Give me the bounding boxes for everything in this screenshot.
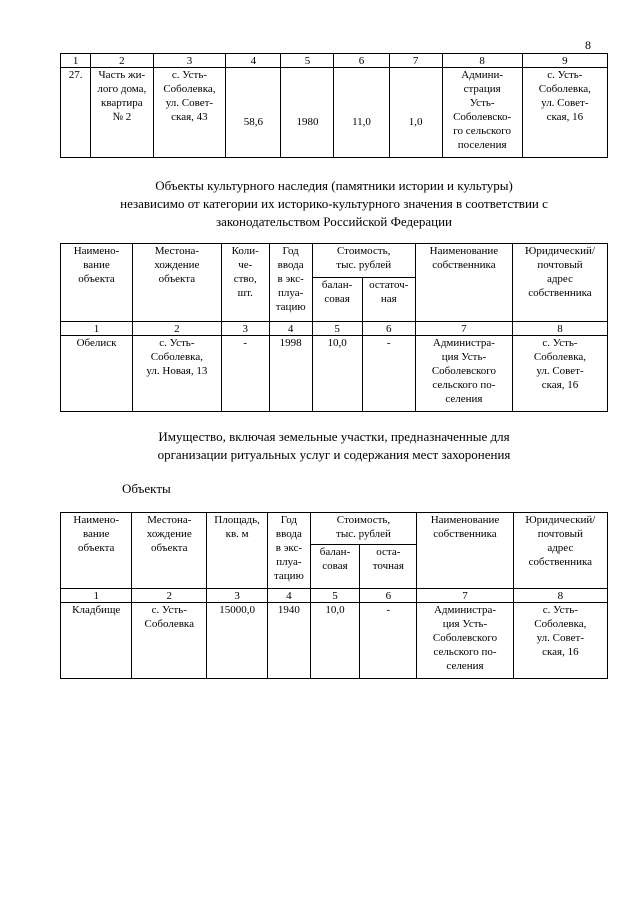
object-balance-cost: 10,0: [310, 603, 360, 679]
object-residual-cost: -: [360, 603, 417, 679]
object-residual-cost: 1,0: [389, 68, 442, 158]
column-number: 8: [512, 322, 607, 336]
column-header-balance: балан- совая: [312, 278, 362, 322]
column-header-year: Год ввода в экс- плуа- тацию: [269, 244, 312, 322]
column-header-owner: Наименование собственника: [417, 513, 513, 589]
column-number: 3: [221, 322, 269, 336]
column-number: 7: [415, 322, 512, 336]
owner-address: с. Усть- Соболевка, ул. Совет- ская, 16: [522, 68, 607, 158]
column-number: 9: [522, 54, 607, 68]
owner-address: с. Усть- Соболевка, ул. Совет- ская, 16: [512, 336, 607, 412]
object-location: с. Усть- Соболевка, ул. Новая, 13: [133, 336, 222, 412]
column-number: 1: [61, 589, 132, 603]
object-residual-cost: -: [362, 336, 415, 412]
column-number: 4: [269, 322, 312, 336]
subheading-objects: Объекты: [122, 481, 171, 496]
column-header-year: Год ввода в экс- плуа- тацию: [268, 513, 310, 589]
column-header-cost: Стоимость, тыс. рублей: [310, 513, 417, 545]
column-header-address: Юридический/ почтовый адрес собственника: [513, 513, 607, 589]
column-header-name: Наимено- вание объекта: [61, 244, 133, 322]
column-number: 6: [334, 54, 389, 68]
owner-name: Админи- страция Усть- Соболевско- го сельского поселения: [442, 68, 522, 158]
column-header-owner: Наименование собственника: [415, 244, 512, 322]
column-header-location: Местона- хождение объекта: [132, 513, 207, 589]
column-number: 2: [133, 322, 222, 336]
object-year: 1980: [281, 68, 334, 158]
object-count: -: [221, 336, 269, 412]
object-location: с. Усть- Соболевка, ул. Совет- ская, 43: [153, 68, 226, 158]
table-header-row: [61, 513, 608, 545]
column-number: 6: [360, 589, 417, 603]
column-number: 7: [389, 54, 442, 68]
section-heading-cultural-heritage: Объекты культурного наследия (памятники истории и культуры) независимо от категории их историко-культурного значения в соответствии с законодательством Российской Федерации: [120, 178, 548, 229]
column-number: 8: [513, 589, 607, 603]
column-header-area: Площадь, кв. м: [207, 513, 268, 589]
table-row: [61, 603, 608, 679]
column-header-cost: Стоимость, тыс. рублей: [312, 244, 415, 278]
column-header-balance: балан- совая: [310, 545, 360, 589]
page-number: 8: [585, 38, 591, 52]
column-number: 5: [310, 589, 360, 603]
table-header-row: [61, 244, 608, 278]
object-name: Обелиск: [61, 336, 133, 412]
table-number-row: [61, 54, 608, 68]
column-number: 3: [207, 589, 268, 603]
column-number: 2: [132, 589, 207, 603]
object-balance-cost: 11,0: [334, 68, 389, 158]
object-balance-cost: 10,0: [312, 336, 362, 412]
section-heading-ritual-services: Имущество, включая земельные участки, предназначенные для организации ритуальных услуг и содержания мест захоронения: [157, 429, 511, 462]
column-number: 7: [417, 589, 513, 603]
owner-address: с. Усть- Соболевка, ул. Совет- ская, 16: [513, 603, 607, 679]
object-area: 58,6: [226, 68, 281, 158]
column-header-count: Коли- че- ство, шт.: [221, 244, 269, 322]
object-area: 15000,0: [207, 603, 268, 679]
object-year: 1998: [269, 336, 312, 412]
column-header-address: Юридический/ почтовый адрес собственника: [512, 244, 607, 322]
object-name: Кладбище: [61, 603, 132, 679]
table-number-row: [61, 589, 608, 603]
column-number: 5: [281, 54, 334, 68]
object-name: Часть жи- лого дома, квартира № 2: [91, 68, 153, 158]
object-location: с. Усть- Соболевка: [132, 603, 207, 679]
column-number: 8: [442, 54, 522, 68]
object-year: 1940: [268, 603, 310, 679]
column-header-residual: остаточ- ная: [362, 278, 415, 322]
table-cultural-heritage: [60, 243, 608, 412]
table-ritual-services: [60, 512, 608, 679]
column-header-name: Наимено- вание объекта: [61, 513, 132, 589]
column-number: 6: [362, 322, 415, 336]
column-number: 1: [61, 54, 91, 68]
column-number: 3: [153, 54, 226, 68]
column-number: 4: [268, 589, 310, 603]
table-residential: [60, 53, 608, 158]
row-index: 27.: [61, 68, 91, 158]
column-number: 1: [61, 322, 133, 336]
column-number: 2: [91, 54, 153, 68]
owner-name: Администра- ция Усть- Соболевского сельского по- селения: [415, 336, 512, 412]
table-row: [61, 336, 608, 412]
column-header-residual: оста- точная: [360, 545, 417, 589]
column-number: 4: [226, 54, 281, 68]
column-header-location: Местона- хождение объекта: [133, 244, 222, 322]
table-number-row: [61, 322, 608, 336]
table-row: [61, 68, 608, 158]
owner-name: Администра- ция Усть- Соболевского сельского по- селения: [417, 603, 513, 679]
column-number: 5: [312, 322, 362, 336]
